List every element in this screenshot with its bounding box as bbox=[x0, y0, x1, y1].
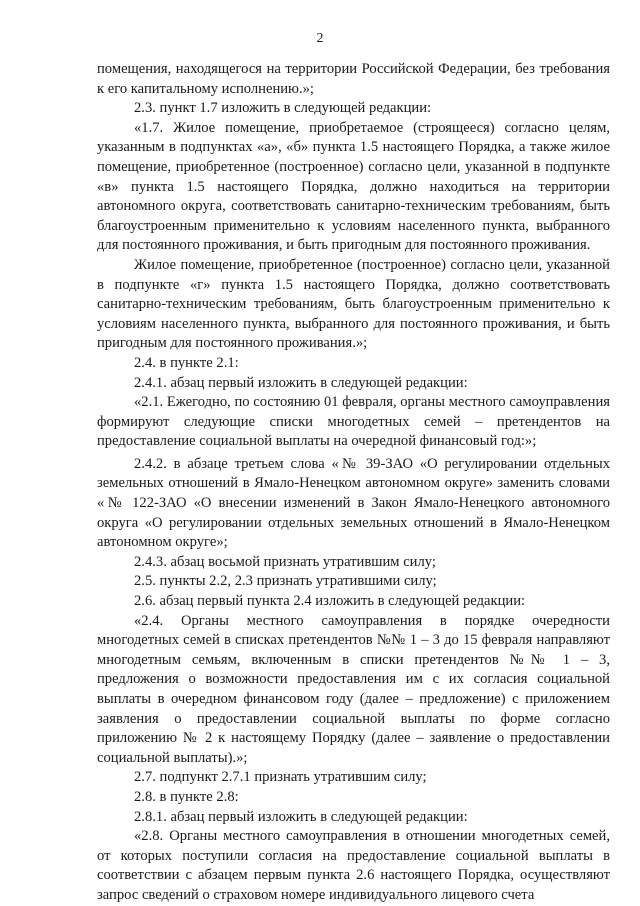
paragraph-item-2-4-3: 2.4.3. абзац восьмой признать утратившим силу; bbox=[134, 553, 436, 570]
paragraph-item-2-3: 2.3. пункт 1.7 изложить в следующей редакции: bbox=[134, 100, 432, 117]
paragraph-quote-1-7: «1.7. Жилое помещение, приобретаемое (строящееся) согласно целям, указанным в подпунктах «а», «б» пункта 1.5 настоящего Порядка, а также жилое помещение, приобретенное (построенное) согласно цели, указанной в подпункте «в» пункта 1.5 настоящего Порядка, должно находиться на территории автономного округа, соответствовать санитарно-техническим требованиям, быть благоустроенным применительно к условиям населенного пункта, выбранного для постоянного проживания, и быть пригодным для постоянного проживания. bbox=[97, 119, 610, 254]
paragraph-quote-2-1: «2.1. Ежегодно, по состоянию 01 февраля, органы местного самоуправления формируют следующие списки многодетных семей – претендентов на предоставление социальной выплаты на очередной финансовый год:»; bbox=[97, 394, 610, 450]
paragraph-item-2-5: 2.5. пункты 2.2, 2.3 признать утратившими силу; bbox=[134, 573, 437, 590]
paragraph-quote-2-4: «2.4. Органы местного самоуправления в порядке очередности многодетных семей в списках претендентов №№ 1 – 3 до 15 февраля направляют многодетным семьям, включенным в списки претендентов №№ 1 – 3, предложения о возможности предоставления им с их согласия социальной выплаты в очередном финансовом году (далее – предложение) с приложением заявления о предоставлении социальной выплаты по форме согласно приложению № 2 к настоящему Порядку (далее – заявление о предоставлении социальной выплаты).»; bbox=[97, 612, 610, 766]
paragraph-item-2-4: 2.4. в пункте 2.1: bbox=[134, 354, 239, 371]
paragraph-item-2-6: 2.6. абзац первый пункта 2.4 изложить в следующей редакции: bbox=[134, 593, 526, 610]
page-number: 2 bbox=[316, 31, 324, 46]
paragraph-item-2-8: 2.8. в пункте 2.8: bbox=[134, 788, 239, 805]
paragraph-continuation: помещения, находящегося на территории Российской Федерации, без требования к его капитальному исполнению.»; bbox=[97, 61, 610, 97]
paragraph-item-2-4-1: 2.4.1. абзац первый изложить в следующей редакции: bbox=[134, 374, 468, 391]
paragraph-quote-2-8: «2.8. Органы местного самоуправления в отношении многодетных семей, от которых поступили согласия на предоставление социальной выплаты в соответствии с абзацем первым пункта 2.6 настоящего Порядка, осуществляют запрос сведений о страховом номере индивидуального лицевого счета bbox=[97, 828, 610, 903]
paragraph-item-2-8-1: 2.8.1. абзац первый изложить в следующей редакции: bbox=[134, 808, 468, 825]
paragraph-item-2-7: 2.7. подпункт 2.7.1 признать утратившим силу; bbox=[134, 769, 427, 786]
document-body bbox=[97, 60, 610, 906]
paragraph-quote-1-7-second: Жилое помещение, приобретенное (построенное) согласно цели, указанной в подпункте «г» пункта 1.5 настоящего Порядка, должно соответствовать санитарно-техническим требованиям, быть благоустроенным применительно к условиям населенного пункта, выбранного для постоянного проживания, и быть пригодным для постоянного проживания.»; bbox=[97, 256, 610, 352]
paragraph-item-2-4-2: 2.4.2. в абзаце третьем слова «№ 39-ЗАО «О регулировании отдельных земельных отношений в Ямало-Ненецком автономном округе» заменить словами «№ 122-ЗАО «О внесении изменений в Закон Ямало-Ненецкого автономного округа «О регулировании отдельных земельных отношений в Ямало-Ненецком автономном округе»; bbox=[97, 455, 610, 551]
